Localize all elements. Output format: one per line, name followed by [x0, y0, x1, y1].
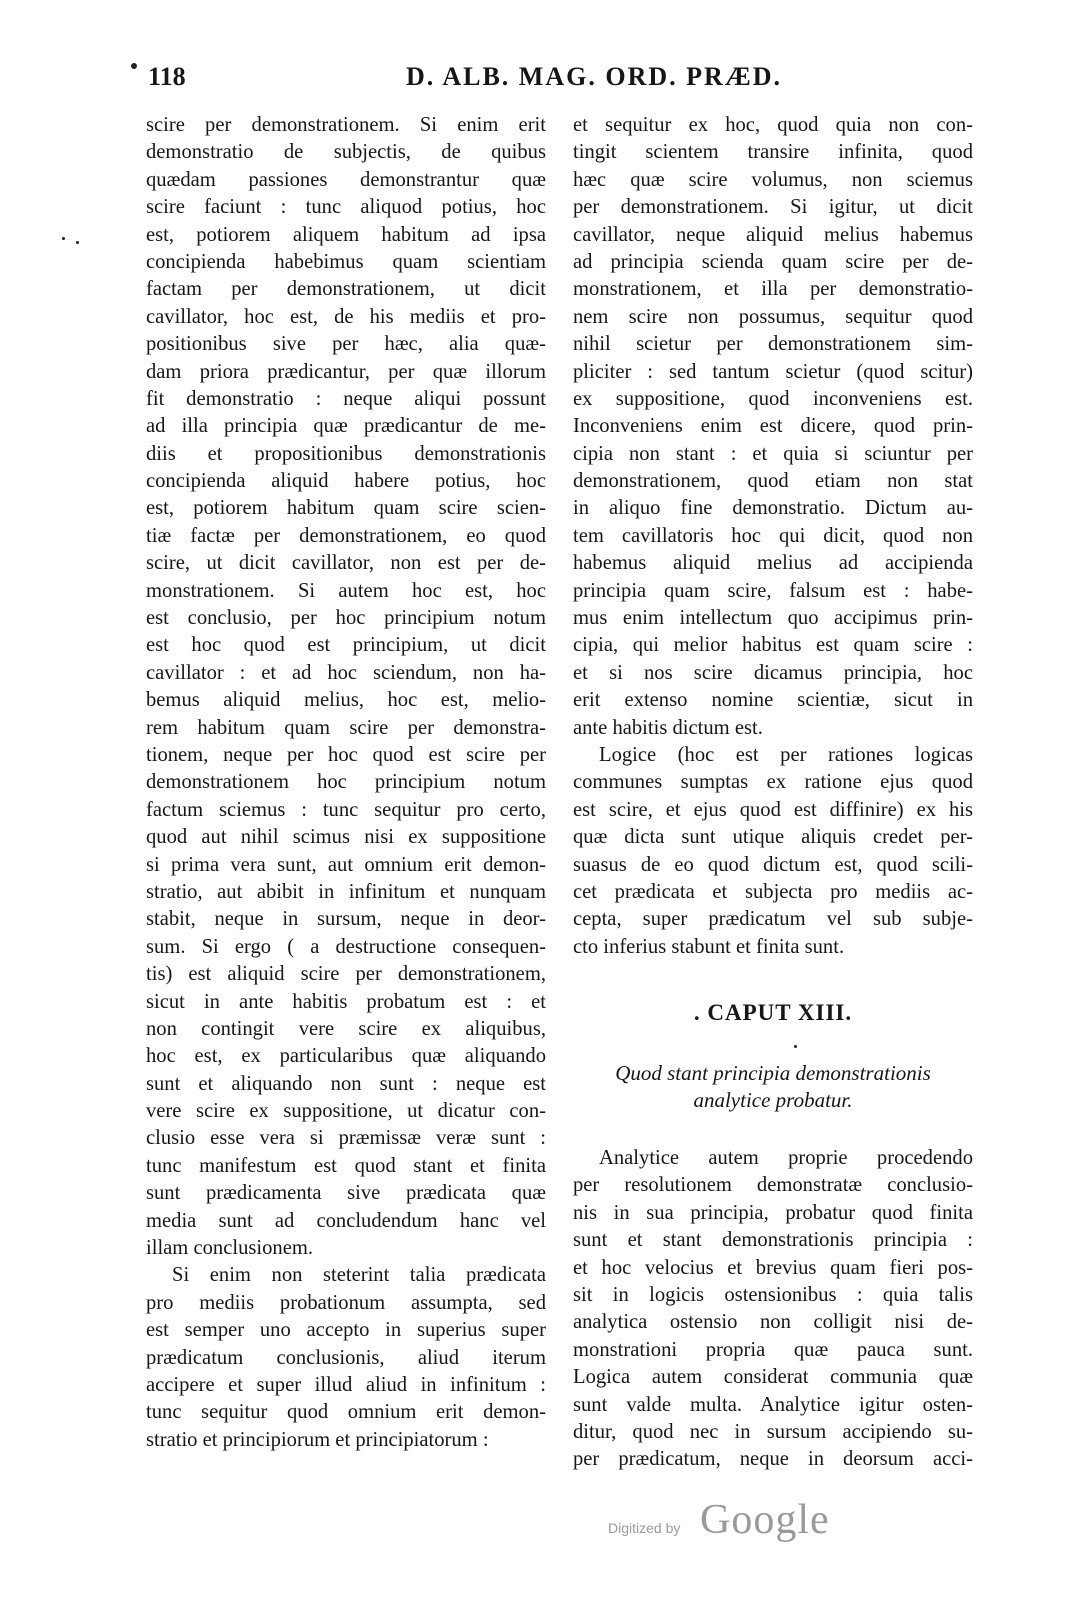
- ink-speck: [76, 241, 79, 244]
- text-line: in aliquo fine demonstratio. Dictum au-: [573, 497, 973, 520]
- text-line: cavillator, hoc est, de his mediis et pro-: [146, 305, 546, 328]
- text-line: prædicatum conclusionis, aliud iterum: [146, 1346, 546, 1369]
- text-line: cto inferius stabunt et finita sunt.: [573, 935, 845, 958]
- text-line: quæ dicta sunt utique aliquis credet per-: [573, 826, 973, 849]
- text-line: et hoc velocius et brevius quam fieri pos-: [573, 1256, 973, 1279]
- text-line: cipia, qui melior habitus est quam scire :: [573, 634, 973, 657]
- text-line: per prædicatum, neque in deorsum acci-: [573, 1448, 973, 1471]
- text-line: analytica ostensio non colligit nisi de-: [573, 1311, 973, 1334]
- text-line: est, potiorem aliquem habitum ad ipsa: [146, 223, 546, 246]
- text-line: cet prædicata et subjecta pro mediis ac-: [573, 880, 973, 903]
- text-line: sunt valde multa. Analytice igitur osten-: [573, 1393, 973, 1416]
- chapter-subtitle: [573, 1060, 973, 1114]
- right-column: [573, 112, 973, 961]
- text-line: hæc quæ scire volumus, non sciemus: [573, 168, 973, 191]
- text-line: sit in logicis ostensionibus : quia talis: [573, 1283, 973, 1306]
- page-header: [140, 58, 1000, 98]
- text-line: nihil scietur per demonstrationem sim-: [573, 333, 973, 356]
- text-line: habemus aliquid melius ad accipienda: [573, 552, 973, 575]
- text-line: factum sciemus : tunc sequitur pro certo,: [146, 798, 546, 821]
- google-logo: Google: [700, 1497, 830, 1543]
- text-line: tionem, neque per hoc quod est scire per: [146, 743, 546, 766]
- text-line: est scire, et ejus quod est diffinire) ex his: [573, 798, 973, 821]
- text-line: cepta, super prædicatum vel sub subje-: [573, 908, 973, 931]
- text-line: sunt et stant demonstrationis principia :: [573, 1229, 973, 1252]
- text-line: per resolutionem demonstratæ conclusio-: [573, 1174, 973, 1197]
- text-line: Logica autem considerat communia quæ: [573, 1366, 973, 1389]
- text-line: communes sumptas ex ratione ejus quod: [573, 771, 973, 794]
- text-line: tem cavillatoris hoc qui dicit, quod non: [573, 524, 973, 547]
- text-line: Si enim non steterint talia prædicata: [172, 1264, 546, 1287]
- text-line: et si nos scire dicamus principia, hoc: [573, 661, 973, 684]
- text-line: tiæ factæ per demonstrationem, eo quod: [146, 524, 546, 547]
- text-line: sicut in ante habitis probatum est : et: [146, 990, 546, 1013]
- text-line: cipia non stant : et quia si sciuntur per: [573, 442, 973, 465]
- text-line: monstrationi propria quæ pauca sunt.: [573, 1338, 973, 1361]
- text-line: pliciter : sed tantum scietur (quod scitur): [573, 360, 973, 383]
- text-line: pro mediis probationum assumpta, sed: [146, 1291, 546, 1314]
- text-line: quod aut nihil scimus nisi ex suppositione: [146, 826, 546, 849]
- text-line: ad principia scienda quam scire per de-: [573, 250, 973, 273]
- text-line: monstrationem, et illa per demonstratio-: [573, 278, 973, 301]
- text-line: hoc est, ex particularibus quæ aliquando: [146, 1045, 546, 1068]
- text-line: ante habitis dictum est.: [573, 716, 763, 739]
- text-line: quædam passiones demonstrantur quæ: [146, 168, 546, 191]
- text-line: Analytice autem proprie procedendo: [599, 1147, 973, 1169]
- text-line: factam per demonstrationem, ut dicit: [146, 278, 546, 301]
- text-line: illam conclusionem.: [146, 1237, 314, 1260]
- text-line: nis in sua principia, probatur quod finita: [573, 1201, 973, 1224]
- ink-speck: [794, 1045, 797, 1048]
- text-line: stratio et principiorum et principiatorum :: [146, 1428, 489, 1451]
- text-line: erit extenso nomine scientiæ, sicut in: [573, 689, 973, 712]
- text-line: tis) est aliquid scire per demonstrationem,: [146, 963, 546, 986]
- text-line: media sunt ad concludendum hanc vel: [146, 1209, 546, 1232]
- text-line: clusio esse vera si præmissæ veræ sunt :: [146, 1127, 546, 1150]
- text-line: per demonstrationem. Si igitur, ut dicit: [573, 196, 973, 219]
- text-line: demonstrationem hoc principium notum: [146, 771, 546, 794]
- text-line: cavillator, neque aliquid melius habemus: [573, 223, 973, 246]
- text-line: sunt et aliquando non sunt : neque est: [146, 1072, 546, 1095]
- text-line: nem scire non possumus, sequitur quod: [573, 305, 973, 328]
- text-line: dam priora prædicantur, per quæ illorum: [146, 360, 546, 383]
- text-line: ditur, quod nec in sursum accipiendo su-: [573, 1420, 973, 1443]
- text-line: fit demonstratio : neque aliqui possunt: [146, 387, 546, 410]
- text-line: concipienda aliquid habere potius, hoc: [146, 470, 546, 493]
- text-line: si prima vera sunt, aut omnium erit demon-: [146, 853, 546, 876]
- text-line: principia quam scire, falsum est : habe-: [573, 579, 973, 602]
- chapter-subtitle-line: analytice probatur.: [693, 1088, 853, 1112]
- text-line: demonstratio de subjectis, de quibus: [146, 141, 546, 164]
- text-line: est, potiorem habitum quam scire scien-: [146, 497, 546, 520]
- text-line: stabit, neque in sursum, neque in deor-: [146, 908, 546, 931]
- text-line: Inconveniens enim est dicere, quod prin-: [573, 415, 973, 438]
- digitized-by-text: Digitized by: [608, 1520, 681, 1536]
- text-line: est semper uno accepto in superius super: [146, 1319, 546, 1342]
- left-column: [146, 112, 546, 1454]
- text-line: vere scire ex suppositione, ut dicatur con-: [146, 1100, 546, 1123]
- ink-speck: [131, 63, 137, 69]
- text-line: mus enim intellectum quo accipimus prin-: [573, 607, 973, 630]
- text-line: scire faciunt : tunc aliquod potius, hoc: [146, 196, 546, 219]
- text-line: tunc manifestum est quod stant et finita: [146, 1154, 546, 1177]
- text-line: Logice (hoc est per rationes logicas: [599, 743, 973, 766]
- text-line: stratio, aut abibit in infinitum et nunquam: [146, 880, 546, 903]
- right-column-continued: [573, 1145, 973, 1474]
- text-line: diis et propositionibus demonstrationis: [146, 442, 546, 465]
- text-line: positionibus sive per hæc, alia quæ-: [146, 333, 546, 356]
- text-line: est hoc quod est principium, ut dicit: [146, 634, 546, 657]
- text-line: monstrationem. Si autem hoc est, hoc: [146, 579, 546, 602]
- text-line: suasus de eo quod dictum est, quod scili-: [573, 853, 973, 876]
- text-line: scire, ut dicit cavillator, non est per de-: [146, 552, 546, 575]
- chapter-subtitle-line: Quod stant principia demonstrationis: [615, 1061, 931, 1085]
- text-line: tingit scientem transire infinita, quod: [573, 141, 973, 164]
- text-line: rem habitum quam scire per demonstra-: [146, 716, 546, 739]
- text-line: est conclusio, per hoc principium notum: [146, 607, 546, 630]
- ink-speck: [62, 237, 65, 240]
- text-line: scire per demonstrationem. Si enim erit: [146, 114, 546, 136]
- text-line: ad illa principia quæ prædicantur de me-: [146, 415, 546, 438]
- text-line: accipere et super illud aliud in infinitum :: [146, 1373, 546, 1396]
- text-line: tunc sequitur quod omnium erit demon-: [146, 1401, 546, 1424]
- text-line: cavillator : et ad hoc sciendum, non ha-: [146, 661, 546, 684]
- page-number: 118: [148, 62, 186, 91]
- text-line: non contingit vere scire ex aliquibus,: [146, 1017, 546, 1040]
- text-line: bemus aliquid melius, hoc est, melio-: [146, 689, 546, 712]
- text-line: demonstrationem, quod etiam non stat: [573, 470, 973, 493]
- text-line: concipienda habebimus quam scientiam: [146, 250, 546, 273]
- chapter-heading: . CAPUT XIII.: [693, 1000, 853, 1025]
- text-line: sum. Si ergo ( a destructione consequen-: [146, 935, 546, 958]
- digitized-watermark: [608, 1496, 868, 1546]
- text-line: ex suppositione, quod inconveniens est.: [573, 387, 973, 410]
- running-title: D. ALB. MAG. ORD. PRÆD.: [406, 62, 783, 91]
- text-line: sunt prædicamenta sive prædicata quæ: [146, 1182, 546, 1205]
- text-line: et sequitur ex hoc, quod quia non con-: [573, 114, 973, 136]
